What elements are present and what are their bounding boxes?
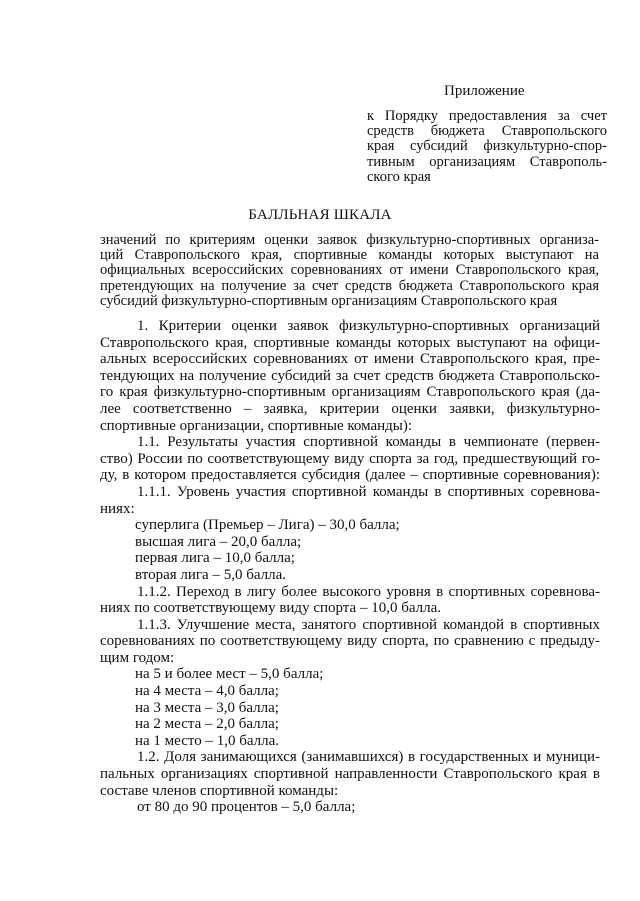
body-line: соревнованиях по соответствующему виду спорта, по сравнению с предыду-	[100, 633, 600, 650]
appendix-line: к Порядку предоставления за счет	[367, 108, 607, 124]
body-line: пальных организациях спортивной направленности Ставропольского края в	[100, 766, 600, 783]
appendix-reference	[367, 109, 607, 185]
subtitle-line: официальных всероссийских соревнованиях от имени Ставропольского края,	[100, 262, 599, 279]
subtitle-line: значений по критериям оценки заявок физкультурно-спортивных организа-	[100, 232, 599, 248]
appendix-line: средств бюджета Ставропольского	[367, 123, 607, 140]
document-subtitle	[100, 233, 599, 309]
body-line: на 2 места – 2,0 балла;	[135, 716, 279, 733]
body-line: 1.1.3. Улучшение места, занятого спортивной командой в спортивных	[137, 616, 600, 633]
document-title: БАЛЛЬНАЯ ШКАЛА	[248, 207, 392, 223]
body-line: ду, в котором предоставляется субсидия (далее – спортивные соревнования):	[100, 467, 600, 484]
body-line: 1.1. Результаты участия спортивной команды в чемпионате (первен-	[137, 434, 600, 451]
body-line: альных всероссийских соревнованиях от имени Ставропольского края, пре-	[100, 351, 600, 368]
body-line: на 4 места – 4,0 балла;	[135, 683, 279, 700]
body-line: го края физкультурно-спортивным организациям Ставропольского края (да-	[100, 384, 600, 401]
body-line: тендующих на получение субсидий за счет средств бюджета Ставропольско-	[100, 367, 600, 384]
body-line: 1.1.2. Переход в лигу более высокого уровня в спортивных соревнова-	[137, 583, 600, 600]
body-line: 1.2. Доля занимающихся (занимавшихся) в государственных и муници-	[137, 749, 600, 766]
body-line: на 3 места – 3,0 балла;	[135, 699, 279, 716]
body-line: составе членов спортивной команды:	[100, 782, 339, 799]
body-line: на 1 место – 1,0 балла.	[135, 732, 280, 749]
subtitle-line: претендующих на получение за счет средств бюджета Ставропольского края	[100, 277, 599, 294]
appendix-title: Приложение	[444, 83, 525, 99]
body-line: вторая лига – 5,0 балла.	[135, 566, 286, 583]
body-line: на 5 и более мест – 5,0 балла;	[135, 666, 324, 683]
body-line: первая лига – 10,0 балла;	[135, 550, 295, 567]
appendix-line: тивным организациям Ставрополь-	[367, 153, 607, 170]
body-line: лее соответственно – заявка, критерии оценки заявки, физкультурно-	[100, 400, 600, 417]
subtitle-line: субсидий физкультурно-спортивным организациям Ставропольского края	[100, 292, 558, 309]
appendix-line: ского края	[367, 168, 431, 185]
body-line: суперлига (Премьер – Лига) – 30,0 балла;	[135, 517, 400, 534]
document-body	[100, 318, 600, 816]
body-line: ниях:	[100, 500, 135, 517]
subtitle-line: ций Ставропольского края, спортивные команды которых выступают на	[100, 247, 599, 264]
appendix-line: края субсидий физкультурно-спор-	[367, 138, 607, 155]
body-line: 1.1.1. Уровень участия спортивной команды в спортивных соревнова-	[137, 483, 600, 500]
body-line: 1. Критерии оценки заявок физкультурно-спортивных организаций	[137, 318, 600, 334]
body-line: щим годом:	[100, 649, 175, 666]
body-line: от 80 до 90 процентов – 5,0 балла;	[137, 799, 356, 816]
body-line: спортивные организации, спортивные команды):	[100, 417, 413, 434]
body-line: ниях по соответствующему виду спорта – 10,0 балла.	[100, 600, 442, 617]
body-line: ство) России по соответствующему виду спорта за год, предшествующий го-	[100, 450, 600, 467]
body-line: Ставропольского края, спортивные команды которых выступают на офици-	[100, 334, 600, 351]
body-line: высшая лига – 20,0 балла;	[135, 533, 302, 550]
